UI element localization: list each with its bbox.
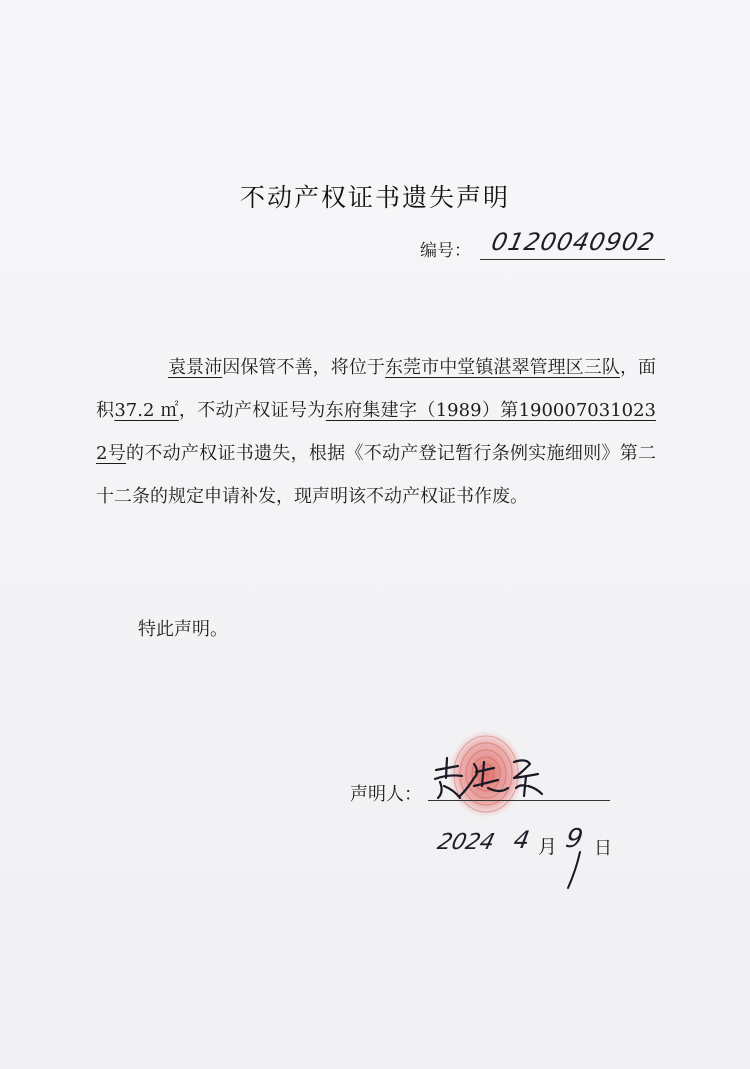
statement-body bbox=[96, 346, 656, 518]
declarant-label: 声明人： bbox=[350, 784, 422, 805]
declarant-name: 袁景沛 bbox=[168, 357, 223, 378]
day-character: 日 bbox=[594, 838, 612, 859]
serial-number-row bbox=[420, 228, 660, 262]
date-month: 4 bbox=[511, 826, 532, 854]
serial-underline bbox=[480, 259, 665, 260]
date-day: 9 bbox=[563, 824, 586, 854]
certificate-number: 东府集建字（1989）第1900070310232号 bbox=[96, 400, 657, 464]
document-title: 不动产权证书遗失声明 bbox=[239, 183, 510, 212]
date-row bbox=[434, 820, 638, 890]
body-text-3: ，不动产权证号为 bbox=[178, 400, 326, 421]
handwritten-signature bbox=[430, 752, 560, 802]
property-area: 37.2 ㎡ bbox=[114, 400, 179, 421]
property-location: 东莞市中堂镇湛翠管理区三队 bbox=[384, 357, 620, 378]
date-year: 2024 bbox=[434, 830, 498, 855]
body-text-1: 因保管不善，将位于 bbox=[222, 357, 385, 378]
month-character: 月 bbox=[538, 836, 558, 858]
serial-label: 编号： bbox=[420, 241, 471, 261]
serial-value: 0120040902 bbox=[489, 228, 658, 256]
body-text-2: ，面积 bbox=[96, 357, 657, 421]
day-pen-stroke bbox=[564, 850, 584, 890]
body-text-4: 的不动产权证书遗失，根据《不动产登记暂行条例实施细则》第二十二条的规定申请补发，现声明该不动产权证书作废。 bbox=[96, 443, 657, 507]
closing-statement: 特此声明。 bbox=[138, 619, 228, 640]
